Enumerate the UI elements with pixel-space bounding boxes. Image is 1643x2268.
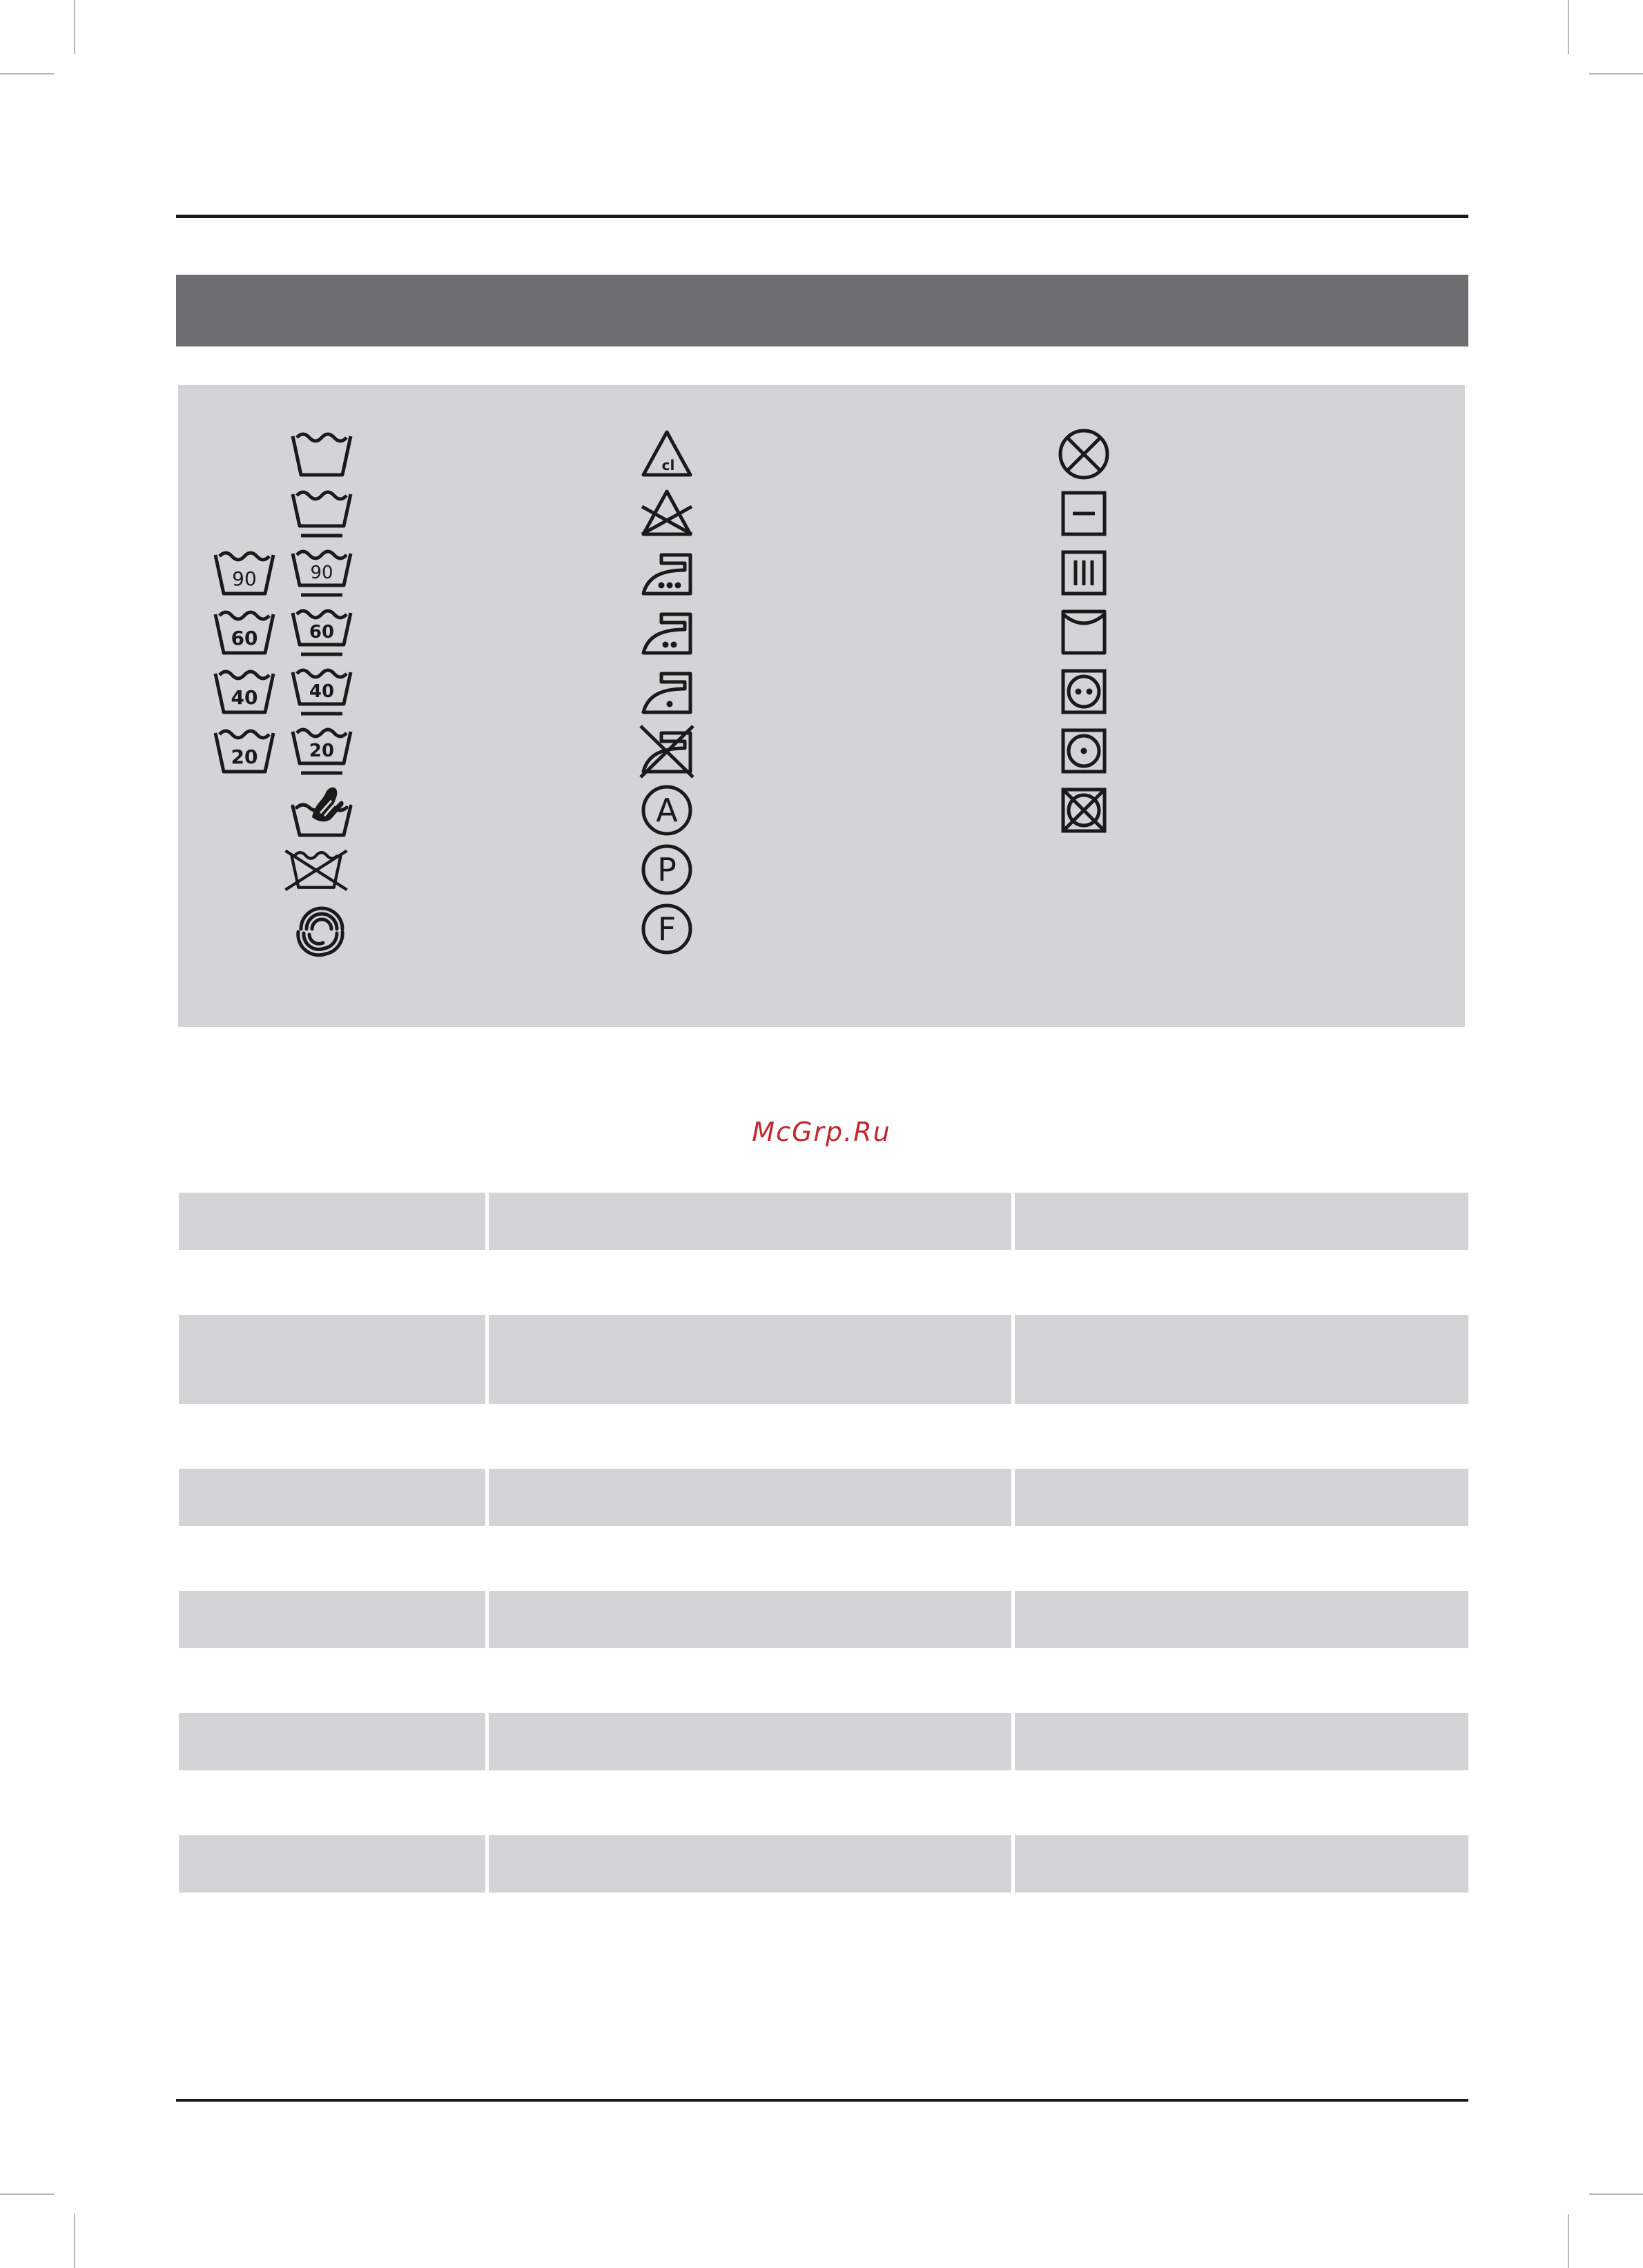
- table-cell: [179, 1193, 485, 1250]
- crop-mark: [0, 73, 54, 75]
- table-cell: [489, 1835, 1011, 1893]
- table-cell: [489, 1193, 1011, 1250]
- bleach-label: cl: [661, 457, 675, 473]
- do-not-dry-clean-icon: [1051, 427, 1117, 482]
- dry-clean-label: F: [657, 910, 677, 948]
- crop-mark: [1589, 73, 1643, 75]
- wash-20-gentle-icon: [289, 723, 355, 779]
- dry-flat-icon: [1051, 486, 1117, 541]
- crop-mark: [1589, 2193, 1643, 2195]
- table-cell: [179, 1591, 485, 1648]
- table-cell: [1015, 1835, 1468, 1893]
- crop-mark: [1568, 2214, 1569, 2268]
- wash-temp-label: 60: [309, 622, 335, 643]
- wash-temp-label: 40: [309, 681, 335, 702]
- hand-wash-icon: [289, 783, 355, 838]
- table-cell: [489, 1315, 1011, 1404]
- wash-basin-gentle-icon: [289, 486, 355, 541]
- do-not-bleach-icon: [634, 486, 700, 541]
- table-cell: [179, 1713, 485, 1770]
- do-not-tumble-dry-icon: [1051, 783, 1117, 838]
- wash-basin-icon: [289, 427, 355, 482]
- table-cell: [1015, 1591, 1468, 1648]
- wash-temp-label: 90: [232, 567, 257, 590]
- care-symbols-panel: [178, 385, 1465, 1027]
- table-cell: [1015, 1713, 1468, 1770]
- dry-clean-label: P: [657, 851, 677, 888]
- dry-clean-label: A: [656, 792, 678, 829]
- dry-clean-a-icon: [634, 783, 700, 838]
- wash-20-icon: [211, 723, 278, 779]
- table-cell: [1015, 1193, 1468, 1250]
- table-cell: [179, 1469, 485, 1526]
- do-not-iron-icon: [634, 723, 700, 779]
- crop-mark: [1568, 0, 1569, 54]
- wash-40-icon: [211, 664, 278, 719]
- wash-90-gentle-icon: [289, 545, 355, 600]
- wash-60-icon: [211, 605, 278, 660]
- crop-mark: [74, 0, 75, 54]
- table-cell: [489, 1713, 1011, 1770]
- crop-mark: [74, 2214, 75, 2268]
- dry-clean-f-icon: [634, 901, 700, 957]
- wash-40-gentle-icon: [289, 664, 355, 719]
- wash-60-gentle-icon: [289, 605, 355, 660]
- top-rule: [176, 215, 1468, 218]
- bleach-chlorine-icon: [634, 427, 700, 482]
- iron-low-icon: [634, 664, 700, 719]
- wash-temp-label: 20: [309, 741, 335, 761]
- wash-temp-label: 60: [231, 627, 258, 649]
- bottom-rule: [176, 2099, 1468, 2102]
- line-dry-icon: [1051, 605, 1117, 660]
- iron-medium-icon: [634, 605, 700, 660]
- wash-temp-label: 20: [231, 745, 258, 768]
- wash-temp-label: 40: [231, 686, 258, 709]
- table-cell: [179, 1835, 485, 1893]
- watermark-text: McGrp.Ru: [752, 1117, 891, 1147]
- table-cell: [179, 1315, 485, 1404]
- section-header-bar: [176, 275, 1468, 346]
- do-not-wash-icon: [283, 842, 349, 897]
- table-cell: [1015, 1469, 1468, 1526]
- dry-clean-p-icon: [634, 842, 700, 897]
- wash-temp-label: 90: [310, 563, 333, 583]
- wash-90-icon: [211, 545, 278, 600]
- table-cell: [489, 1591, 1011, 1648]
- tumble-dry-low-icon: [1051, 723, 1117, 779]
- crop-mark: [0, 2193, 54, 2195]
- table-cell: [489, 1469, 1011, 1526]
- table-cell: [1015, 1315, 1468, 1404]
- wool-mark-icon: [289, 901, 355, 957]
- iron-high-icon: [634, 545, 700, 600]
- tumble-dry-normal-icon: [1051, 664, 1117, 719]
- drip-dry-icon: [1051, 545, 1117, 600]
